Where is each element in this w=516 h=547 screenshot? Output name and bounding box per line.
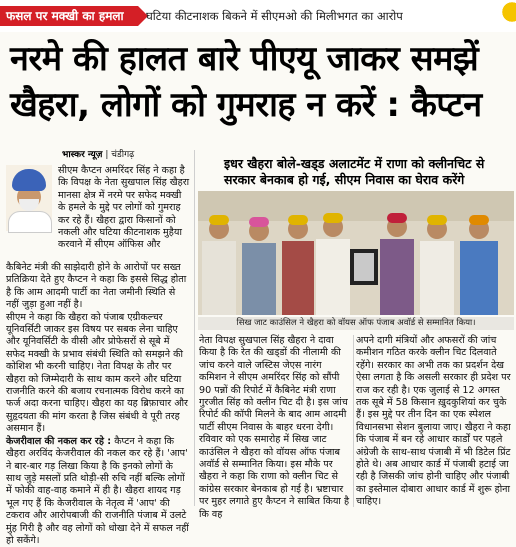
story-right-column-1: [199, 335, 351, 521]
cm-portrait-photo: [6, 165, 52, 231]
secondary-headline: इधर खैहरा बोले-खड्‌ड अलाटमेंट में राणा को क्लीनचिट से सरकार बेनकाब हो गई, सीएम निवास का घेराव करेंगे: [224, 156, 485, 187]
strapline: [137, 8, 403, 24]
story-right-para-1: नेता विपक्ष सुखपाल सिंह खैहरा ने दावा किया है कि रेत की खड्‌डों की नीलामी की जांच करने वाले जस्टिस जेएस नारंग कमिशन ने सीएम अमरिंदर सिंह को सौंपी 90 पन्नों की रिपोर्ट में कैबिनेट मंत्री राणा गुरजीत सिंह को क्लीन चिट दी है। इस जांच रिपोर्ट की कॉपी मिलने के बाद आम आदमी पार्टी सीएम निवास के बाहर धरना देगी।: [199, 335, 348, 433]
story-right-para-3: अपने दागी मंत्रियों और अफसरों की जांच कमीशन गठित करके क्लीन चिट दिलवाते रहेंगे। सरकार का अभी तक का प्रदर्शन देख ऐसा लगता है कि असली सरकार ही प्रदेश पर राज कर रही है। एक जुलाई से 12 अगस्त तक सूबे में 58 किसान ख़ुदकुशियां कर चुके हैं। इस मुद्दे पर तीन दिन का एक स्पेशल विधानसभा सेशन बुलाया जाए। खैहरा ने कहा कि पंजाब में बन रहे आधार कार्डों पर पहले अंग्रेजी के साथ-साथ पंजाबी में भी डिटेल प्रिंट होते थे। अब आधार कार्ड में पंजाबी हटाई जा रही है जिसकी जांच होनी चाहिए और पंजाबी का इस्तेमाल दोबारा आधार कार्ड में शुरू होना चाहिए।: [356, 335, 511, 508]
headline-line-1: नरमे की हालत बारे पीएयू जाकर समझें: [10, 39, 479, 79]
headline-line-2: खैहरा, लोगों को गुमराह न करें : कैप्टन: [10, 85, 482, 125]
photo-caption: सिख जाट काउंसिल ने खैहरा को वॉयस ऑफ पंजाब अवॉर्ड से सम्मानित किया।: [198, 317, 514, 330]
brand-logo-icon: [496, 0, 516, 30]
story-left-intro: [58, 165, 190, 252]
strap-divider: [137, 10, 140, 23]
award-ceremony-photo: [198, 191, 514, 315]
section-tag: फसल पर मक्खी का हमला: [0, 6, 138, 26]
strapline-text: घटिया कीटनाशक बिकने में सीएमओ की मिलीभगत का आरोप: [146, 9, 403, 23]
byline-agency: भास्कर न्यूज़: [62, 150, 103, 160]
byline-place: चंडीगढ़: [111, 150, 135, 160]
story-left-para-1: कैबिनेट मंत्री की साझेदारी होने के आरोपों पर सख्त प्रतिक्रिया देते हुए कैप्टन ने कहा कि इससे सिद्ध होता है कि आम आदमी पार्टी का नेता जमीनी स्थिति से नहीं जुड़ा हुआ नहीं है।: [6, 262, 187, 311]
story-left-para-3: कैप्टन ने कहा कि खैहरा अरविंद केजरीवाल की नकल कर रहे हैं। 'आप' ने बार-बार गड़ लिखा किया है कि इनको लोगों के साथ जुड़े मसलों प्रति थोड़ी-सी रुचि नहीं बल्कि लोगों में फोकी वाह-वाह कमाने में ही है। खैहरा शायद गड़ भूल गए हैं कि केजरीवाल के नेतृत्व में 'आप' की टकराव और आरोपबाजी की राजनीति पंजाब में उलटे मुंह गिरी है और वह लोगों को धोखा देने में सफल नहीं हो सकेंगे।: [6, 435, 189, 546]
story-right-para-2: रविवार को एक समारोह में सिख जाट काउंसिल ने खैहरा को वॉयस ऑफ पंजाब अवॉर्ड से सम्मानित किया। इस मौके पर खैहरा ने कहा कि राणा को क्लीन चिट से कांग्रेस सरकार बेनकाब हो गई है। भ्रष्टाचार पर मुहर लगाते हुए कैप्टन ने साबित किया है कि वह: [199, 434, 350, 520]
story-left-body: [6, 262, 190, 547]
column-divider-2: [353, 335, 354, 507]
story-left-subhead: केजरीवाल की नकल कर रहे :: [6, 435, 112, 447]
strapline-bar: [0, 0, 516, 32]
column-divider: [194, 150, 195, 506]
story-right-column-2: [356, 335, 514, 509]
byline: भास्कर न्यूज़ | चंडीगढ़: [62, 150, 135, 160]
story-left-intro-text: सीएम कैप्टन अमरिंदर सिंह ने कहा है कि विपक्ष के नेता सुखपाल सिंह खैहरा मानसा क्षेत्र में नरमे पर सफेद मक्खी के हमले के मुद्दे पर लोगों को गुमराह कर रहे हैं। खैहरा द्वारा किसानों को नकली और घटिया कीटनाशक मुहैया करवाने में सीएम ऑफिस और: [58, 165, 190, 251]
main-headline: [10, 36, 512, 128]
story-left-para-2: सीएम ने कहा कि खैहरा को पंजाब एग्रीकल्चर यूनिवर्सिटी जाकर इस विषय पर सबक लेना चाहिए और यूनिवर्सिटी के वीसी और प्रोफेसरों से सूबे में सफेद मक्खी के प्रभाव संबंधी स्थिति को समझने की कोशिश भी करनी चाहिए। नेता विपक्ष के तौर पर खैहरा को जिम्मेदारी के साथ काम करने और घटिया राजनीति करने की बजाय रचनात्मक विरोध करने का फर्ज अदा करना चाहिए। खैहरा का यह ब्रिफ़ाचार और सुहृदयता की मांग करता है जिस संबंधी वे पूरी तरह असमान हैं।: [6, 311, 188, 435]
